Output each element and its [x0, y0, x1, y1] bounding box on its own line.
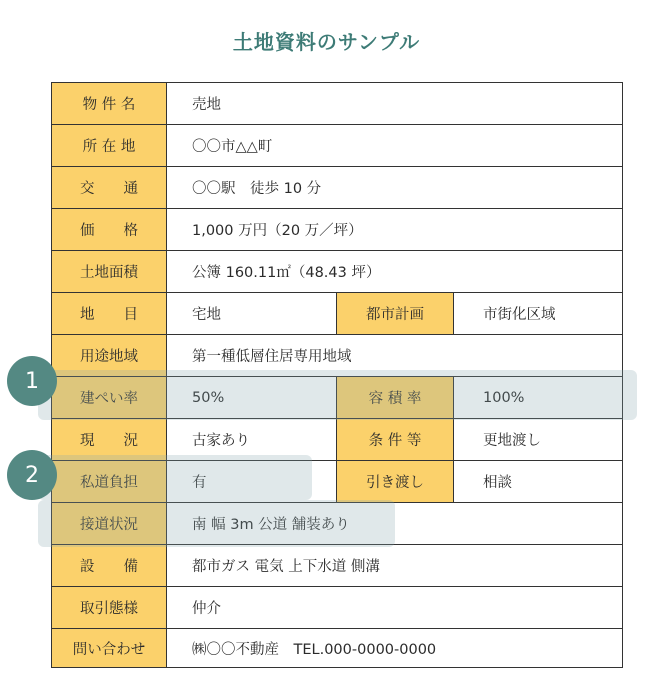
- highlight-road-access: [38, 500, 395, 547]
- table-row: [52, 83, 622, 125]
- label-handover: 引き渡し: [336, 461, 454, 502]
- label-transaction-type: 取引態様: [52, 587, 167, 628]
- value-land-category: 宅地: [192, 307, 221, 323]
- label-facilities: 設 備: [52, 545, 167, 586]
- label-private-road: 私道負担: [52, 461, 167, 502]
- label-city-planning: 都市計画: [336, 293, 454, 334]
- label-property-name: 物 件 名: [52, 83, 167, 124]
- value-conditions: 更地渡し: [483, 433, 541, 449]
- value-city-planning: 市街化区域: [483, 307, 556, 323]
- value-handover: 相談: [483, 475, 512, 491]
- value-private-road: 有: [192, 475, 207, 491]
- value-road-access: 南 幅 3m 公道 舗装あり: [192, 517, 350, 533]
- value-property-name: 売地: [192, 97, 221, 113]
- label-price: 価 格: [52, 209, 167, 250]
- label-current-state: 現 況: [52, 419, 167, 460]
- page-title: 土地資料のサンプル: [232, 30, 421, 54]
- value-facilities: 都市ガス 電気 上下水道 側溝: [192, 559, 380, 575]
- label-road-access: 接道状況: [52, 503, 167, 544]
- table-row: [52, 545, 622, 587]
- badge-2: 2: [7, 450, 57, 500]
- label-zoning: 用途地域: [52, 335, 167, 376]
- table-row: [52, 629, 622, 667]
- table-row: [52, 251, 622, 293]
- value-floor-area-ratio: 100%: [483, 389, 525, 406]
- label-contact: 問い合わせ: [52, 629, 167, 667]
- value-land-area: 公簿 160.11㎡（48.43 坪）: [192, 265, 381, 281]
- table-row: [52, 587, 622, 629]
- highlight-building-coverage-row: [38, 370, 637, 420]
- label-conditions: 条 件 等: [336, 419, 454, 460]
- label-land-category: 地 目: [52, 293, 167, 334]
- value-price: 1,000 万円（20 万／坪）: [192, 223, 363, 239]
- value-building-coverage: 50%: [192, 389, 225, 406]
- label-floor-area-ratio: 容 積 率: [336, 377, 454, 418]
- table-row: [52, 209, 622, 251]
- table-row: [52, 125, 622, 167]
- value-location: 〇〇市△△町: [192, 139, 273, 155]
- label-land-area: 土地面積: [52, 251, 167, 292]
- badge-1: 1: [7, 356, 57, 406]
- value-contact: ㈱〇〇不動産 TEL.000-0000-0000: [192, 641, 437, 658]
- label-transport: 交 通: [52, 167, 167, 208]
- highlight-private-road: [38, 455, 312, 500]
- label-building-coverage: 建ぺい率: [52, 377, 167, 418]
- value-transaction-type: 仲介: [192, 601, 221, 617]
- table-row: [52, 167, 622, 209]
- value-zoning: 第一種低層住居専用地域: [192, 349, 352, 365]
- table-row: [52, 293, 622, 335]
- value-transport: 〇〇駅 徒歩 10 分: [192, 181, 322, 197]
- value-current-state: 古家あり: [192, 433, 250, 449]
- label-location: 所 在 地: [52, 125, 167, 166]
